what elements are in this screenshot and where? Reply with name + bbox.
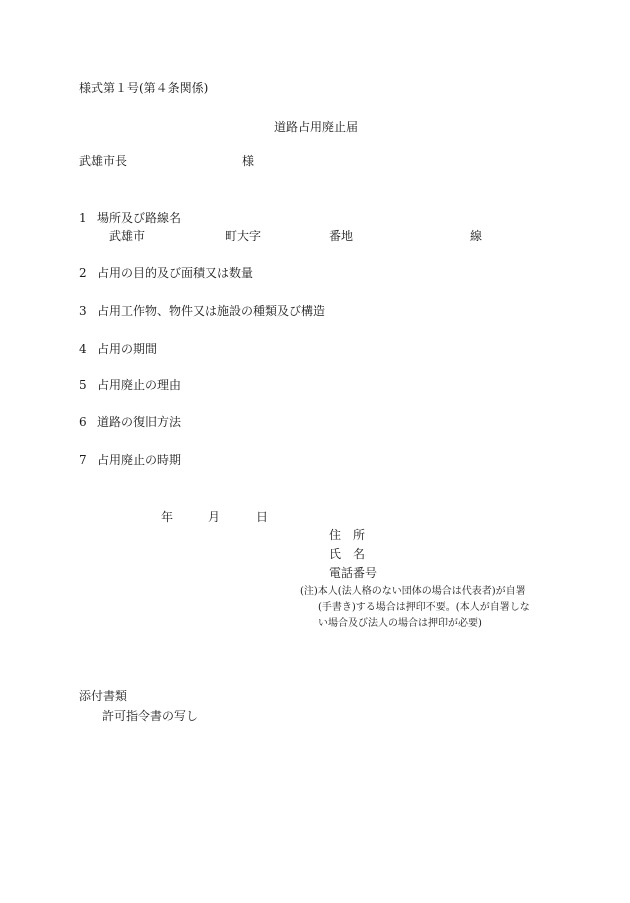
item-1-label: 場所及び路線名 [97,211,182,225]
location-lot: 番地 [329,229,354,243]
item-4-label: 占用の期間 [97,342,158,356]
item-2-number: 2 [79,266,87,280]
item-5-label: 占用廃止の理由 [97,378,182,392]
item-7-number: 7 [79,453,87,467]
item-4-number: 4 [79,342,87,356]
item-3-label: 占用工作物、物件又は施設の種類及び構造 [97,304,326,318]
date-day: 日 [256,510,269,524]
applicant-name-label: 氏 名 [329,547,366,561]
item-1-number: 1 [79,211,87,225]
note-line-1: (注)本人(法人格のない団体の場合は代表者)が自署 [300,586,526,597]
applicant-phone-label: 電話番号 [329,566,378,580]
form-number: 様式第１号(第４条関係) [79,81,209,95]
item-2-label: 占用の目的及び面積又は数量 [97,266,254,280]
item-3-number: 3 [79,304,87,318]
note-line-2: (手書き)する場合は押印不要。(本人が自署しな [318,602,530,613]
location-route: 線 [470,229,483,243]
date-month: 月 [208,510,221,524]
location-town: 町大字 [225,229,262,243]
attachments-heading: 添付書類 [79,689,128,703]
document-title: 道路占用廃止届 [274,120,359,134]
date-year: 年 [161,510,174,524]
applicant-address-label: 住 所 [329,528,366,542]
location-city: 武雄市 [109,229,146,243]
addressee-name: 武雄市長 [79,154,128,168]
item-7-label: 占用廃止の時期 [97,453,182,467]
item-5-number: 5 [79,378,87,392]
item-6-number: 6 [79,415,87,429]
addressee-honorific: 様 [242,154,255,168]
item-6-label: 道路の復旧方法 [97,415,182,429]
note-line-3: い場合及び法人の場合は押印が必要) [318,618,482,629]
attachment-item: 許可指令書の写し [102,709,199,723]
